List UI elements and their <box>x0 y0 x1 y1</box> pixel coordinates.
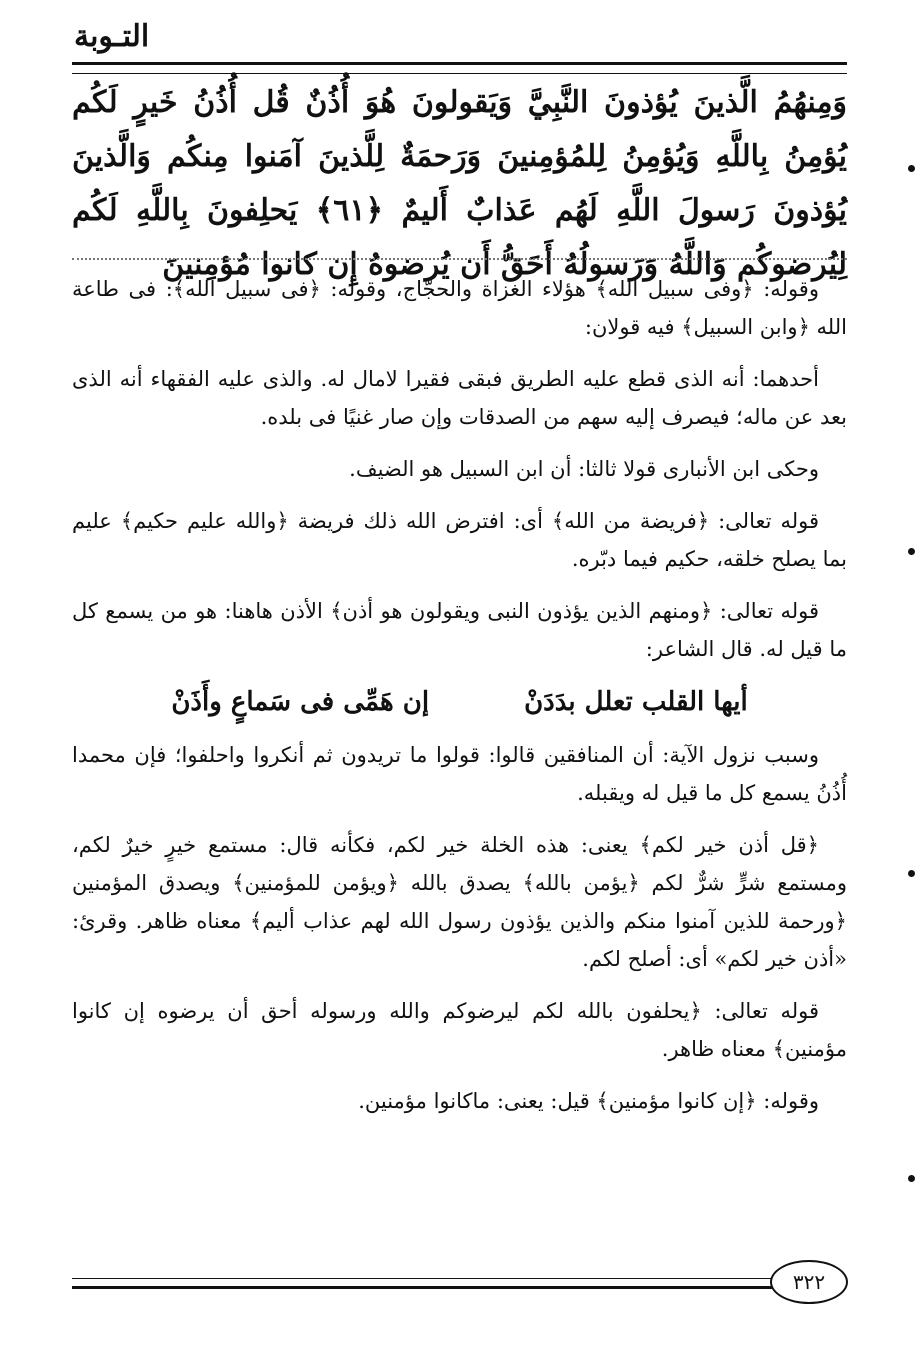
commentary-paragraph-8: قوله تعالى: ﴿يحلفون بالله لكم ليرضوكم والله ورسوله أحق أن يرضوه إن كانوا مؤمنين﴾ معناه ظاهر. <box>72 999 847 1061</box>
poem-second-hemistich: إن هَمِّى فى سَماعٍ وأَذَنْ <box>171 687 430 717</box>
footer-double-rule <box>72 1278 772 1289</box>
poem-first-hemistich: أيها القلب تعلل بدَدَنْ <box>524 687 748 717</box>
margin-dot <box>908 165 915 172</box>
commentary-paragraph-2: أحدهما: أنه الذى قطع عليه الطريق فبقى فقيرا لامال له. والذى عليه الفقهاء أنه الذى بعد عن ماله؛ فيصرف إليه سهم من الصدقات وإن صار غنيًا فى بلده. <box>72 367 847 429</box>
commentary-paragraph-9: وقوله: ﴿إن كانوا مؤمنين﴾ قيل: يعنى: ماكانوا مؤمنين. <box>358 1089 819 1113</box>
commentary-paragraph-3: وحكى ابن الأنبارى قولا ثالثا: أن ابن السبيل هو الضيف. <box>349 457 819 481</box>
page-number: ٣٢٢ <box>770 1260 848 1304</box>
poem-verse <box>72 682 847 722</box>
commentary-paragraph-4: قوله تعالى: ﴿فريضة من الله﴾ أى: افترض الله ذلك فريضة ﴿والله عليم حكيم﴾ عليم بما يصلح خلقه، حكيم فيما دبّره. <box>72 509 847 571</box>
running-header-title: التـوبة <box>74 19 150 54</box>
quran-verses-text: وَمِنهُمُ الَّذينَ يُؤذونَ النَّبِيَّ وَيَقولونَ هُوَ أُذُنٌ قُل أُذُنُ خَيرٍ لَكُم يُؤمِنُ بِاللَّهِ وَيُؤمِنُ لِلمُؤمِنينَ وَرَحمَةٌ لِلَّذينَ آمَنوا مِنكُم وَالَّذينَ يُؤذونَ رَسولَ اللَّهِ لَهُم عَذابٌ أَليمٌ ﴿٦١﴾ يَحلِفونَ بِاللَّهِ لَكُم لِيُرضوكُم وَاللَّهُ وَرَسولُهُ أَحَقُّ أَن يُرضوهُ إِن كانوا مُؤمِنينَ <box>72 85 847 282</box>
dotted-separator <box>72 258 847 260</box>
margin-dot <box>908 548 915 555</box>
commentary-paragraph-5: قوله تعالى: ﴿ومنهم الذين يؤذون النبى ويقولون هو أذن﴾ الأذن هاهنا: هو من يسمع كل ما قيل له. قال الشاعر: <box>72 599 847 661</box>
margin-dot <box>908 870 915 877</box>
header-double-rule <box>72 62 847 74</box>
commentary-section <box>72 270 847 1134</box>
margin-dot <box>908 1175 915 1182</box>
commentary-paragraph-7: ﴿قل أذن خير لكم﴾ يعنى: هذه الخلة خير لكم، فكأنه قال: مستمع خيرٍ خيرٌ لكم، ومستمع شرٍّ شرٌّ لكم ﴿يؤمن بالله﴾ يصدق بالله ﴿ويؤمن للمؤمنين﴾ ويصدق المؤمنين ﴿ورحمة للذين آمنوا منكم والذين يؤذون رسول الله لهم عذاب أليم﴾ معناه ظاهر. وقرئ: «أذن خير لكم» أى: أصلح لكم. <box>72 833 847 971</box>
commentary-paragraph-6: وسبب نزول الآية: أن المنافقين قالوا: قولوا ما تريدون ثم أنكروا واحلفوا؛ فإن محمدا أُذُنُ يسمع كل ما قيل له ويقبله. <box>72 743 847 805</box>
commentary-paragraph-1: وقوله: ﴿وفى سبيل الله﴾ هؤلاء الغزاة والحجّاج، وقوله: ﴿فى سبيل الله﴾: فى طاعة الله ﴿وابن السبيل﴾ فيه قولان: <box>72 277 847 339</box>
